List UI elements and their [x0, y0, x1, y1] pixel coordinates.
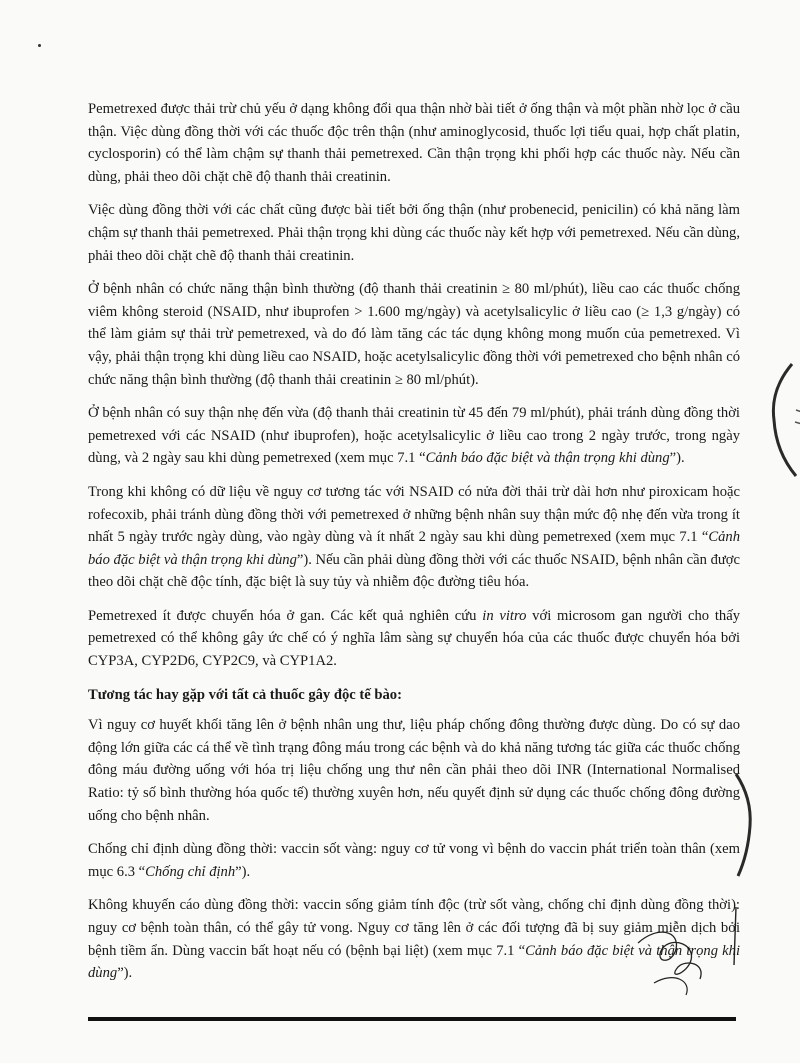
paragraph	[88, 714, 740, 827]
italic-run: Cảnh báo đặc biệt và thận trọng khi dùng	[88, 942, 741, 982]
italic-run: Chống chỉ định	[145, 863, 236, 880]
section-heading: Tương tác hay gặp với tất cả thuốc gây độc tế bào:	[88, 686, 402, 703]
paragraph	[88, 199, 740, 267]
paragraph	[88, 402, 740, 470]
interaction-paragraphs	[88, 98, 740, 673]
cytotoxic-paragraphs	[88, 714, 740, 985]
paragraph	[88, 838, 740, 883]
text-run: Vì nguy cơ huyết khối tăng lên ở bệnh nhân ung thư, liệu pháp chống đông thường được dùng. Do có sự dao động lớn giữa các cá thể về tình trạng đông máu trong các bệnh và do khả năng tương tác giữa các thuốc chống đông máu đường uống với hóa trị liệu chống ung thư nên cần phải theo dõi INR (International Normalised Ratio: tỷ số bình thường hóa quốc tế) thường xuyên hơn, nếu quyết định sử dụng các thuốc chống đông đường uống cho bệnh nhân.	[88, 717, 740, 824]
text-run: ”).	[235, 863, 251, 880]
italic-run: in vitro	[482, 607, 527, 624]
text-run: Trong khi không có dữ liệu về nguy cơ tương tác với NSAID có nửa đời thải trừ dài hơn như piroxicam hoặc rofecoxib, phải tránh dùng đồng thời với pemetrexed ở những bệnh nhân suy thận mức độ nhẹ đến vừa trong ít nhất 5 ngày trước ngày dùng, vào ngày dùng và ít nhất 2 ngày sau khi dùng pemetrexed (xem mục 7.1 “	[88, 483, 740, 546]
bottom-rule	[88, 1017, 736, 1021]
scan-speck	[38, 44, 41, 47]
italic-run: Cảnh báo đặc biệt và thận trọng khi dùng	[425, 450, 670, 467]
text-run: với microsom gan người cho thấy pemetrexed có thể không gây ức chế có ý nghĩa lâm sàng sự chuyển hóa của các thuốc được chuyển hóa bởi CYP3A, CYP2D6, CYP2C9, và CYP1A2.	[88, 607, 740, 670]
text-run: ”).	[117, 965, 133, 982]
paragraph	[88, 894, 740, 984]
paragraph	[88, 278, 740, 391]
text-run: ”).	[669, 450, 685, 467]
text-run: ”). Nếu cần phải dùng đồng thời với các thuốc NSAID, bệnh nhân cần được theo dõi chặt chẽ độc tính, đặc biệt là suy tủy và nhiễm độc đường tiêu hóa.	[88, 551, 740, 591]
paragraph	[88, 481, 740, 594]
document-body	[88, 98, 740, 996]
stamp-edge-mark	[762, 360, 800, 480]
paragraph	[88, 98, 740, 188]
italic-run: Cảnh báo đặc biệt và thận trọng khi dùng	[88, 529, 740, 568]
paragraph	[88, 605, 740, 673]
text-run: Việc dùng đồng thời với các chất cũng được bài tiết bởi ống thận (như probenecid, penicilin) có khả năng làm chậm sự thanh thải pemetrexed. Phải thận trọng khi dùng các thuốc này kết hợp với pemetrexed. Nếu cần dùng, phải theo dõi chặt chẽ độ thanh thải creatinin.	[88, 202, 740, 264]
text-run: Ở bệnh nhân có chức năng thận bình thường (độ thanh thải creatinin ≥ 80 ml/phút), liều cao các thuốc chống viêm không steroid (NSAID, như ibuprofen > 1.600 mg/ngày) và acetylsalicylic ở liều cao (≥ 1,3 g/ngày) có thể làm giảm sự thải trừ pemetrexed, và do đó làm tăng các tác dụng không mong muốn của pemetrexed. Vì vậy, phải thận trọng khi dùng liều cao NSAID, hoặc acetylsalicylic đồng thời với pemetrexed cho bệnh nhân có chức năng thận bình thường (độ thanh thải creatinin ≥ 80 ml/phút).	[88, 281, 740, 388]
text-run: Không khuyến cáo dùng đồng thời: vaccin sống giảm tính độc (trừ sốt vàng, chống chỉ định dùng đồng thời): nguy cơ bệnh toàn thân, có thể gây tử vong. Nguy cơ tăng lên ở các đối tượng đã bị suy giảm miễn dịch bởi bệnh tiềm ẩn. Dùng vaccin bất hoạt nếu có (bệnh bại liệt) (xem mục 7.1 “	[88, 897, 740, 959]
text-run: Pemetrexed được thải trừ chủ yếu ở dạng không đổi qua thận nhờ bài tiết ở ống thận và một phần nhờ lọc ở cầu thận. Việc dùng đồng thời với các thuốc độc trên thận (như aminoglycosid, thuốc lợi tiểu quai, hợp chất platin, cyclosporin) có thể làm chậm sự thanh thải pemetrexed. Cần thận trọng khi phối hợp các thuốc này. Nếu cần dùng, phải theo dõi chặt chẽ độ thanh thải creatinin.	[88, 101, 740, 185]
text-run: Chống chỉ định dùng đồng thời: vaccin sốt vàng: nguy cơ tử vong vì bệnh do vaccin phát triển toàn thân (xem mục 6.3 “	[88, 841, 740, 880]
text-run: Ở bệnh nhân có suy thận nhẹ đến vừa (độ thanh thải creatinin từ 45 đến 79 ml/phút), phải tránh dùng đồng thời pemetrexed với các NSAID (như ibuprofen), hoặc acetylsalicylic ở liều cao trong 2 ngày trước, trong ngày dùng, và 2 ngày sau khi dùng pemetrexed (xem mục 7.1 “	[88, 405, 740, 467]
text-run: Pemetrexed ít được chuyển hóa ở gan. Các kết quả nghiên cứu	[88, 607, 483, 624]
